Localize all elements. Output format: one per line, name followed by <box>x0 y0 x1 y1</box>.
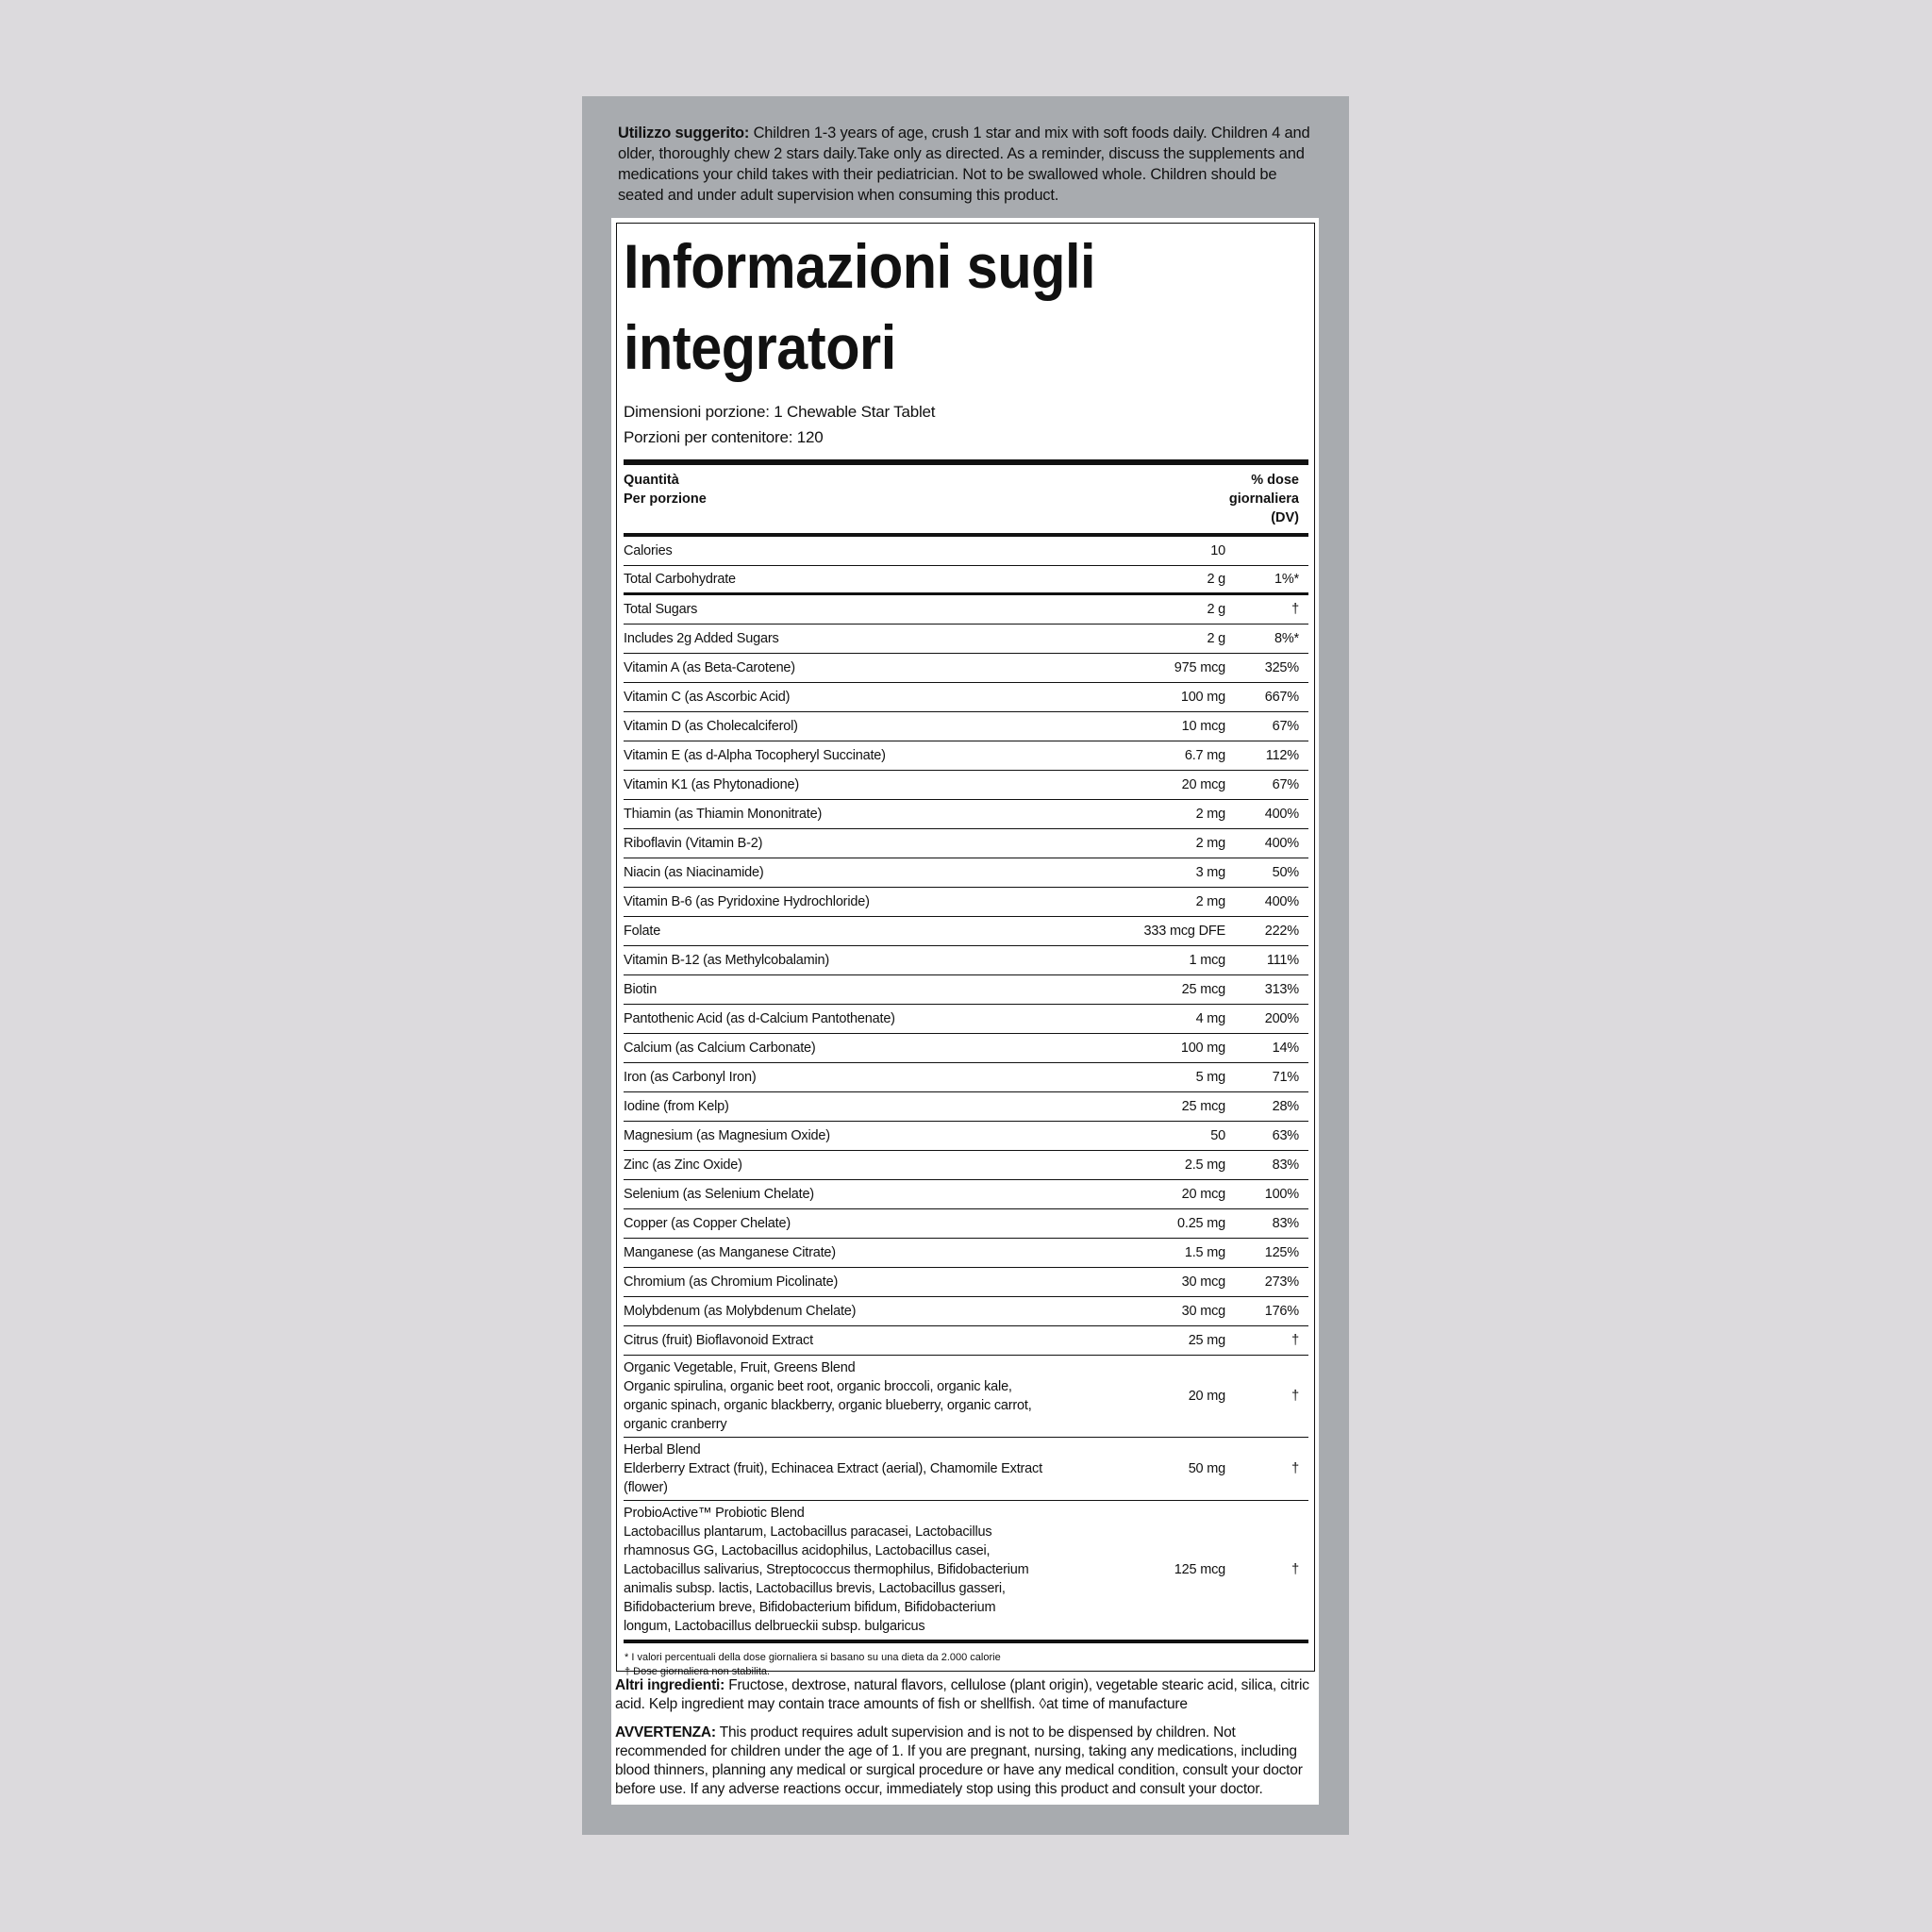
nutrient-name: Iron (as Carbonyl Iron) <box>624 1070 757 1085</box>
nutrient-amount: 975 mcg <box>1174 660 1225 675</box>
nutrient-dv: 176% <box>1264 1304 1299 1319</box>
dv-header-line-2: giornaliera <box>1228 491 1299 507</box>
blend-info <box>624 1357 1065 1435</box>
blend-info <box>624 1440 1065 1498</box>
nutrient-name: Vitamin E (as d-Alpha Tocopheryl Succinate) <box>624 748 886 763</box>
nutrient-row <box>624 712 1308 741</box>
nutrient-dv: 325% <box>1264 660 1299 675</box>
nutrient-row <box>624 1122 1308 1151</box>
nutrient-row <box>624 888 1308 917</box>
nutrient-dv: † <box>1291 1333 1299 1348</box>
nutrient-row <box>624 1092 1308 1122</box>
blend-dv: † <box>1291 1389 1299 1404</box>
nutrient-amount: 25 mg <box>1188 1333 1225 1348</box>
suggested-use <box>618 123 1316 206</box>
nutrient-amount: 10 mcg <box>1181 719 1225 734</box>
nutrient-row <box>624 741 1308 771</box>
nutrient-dv: 400% <box>1264 807 1299 822</box>
dv-header <box>1229 471 1299 527</box>
footnote-dv: * I valori percentuali della dose giornaliera si basano su una dieta da 2.000 calorie <box>625 1652 1001 1663</box>
nutrient-name: Vitamin C (as Ascorbic Acid) <box>624 690 791 705</box>
nutrient-dv: 8%* <box>1274 631 1299 646</box>
nutrient-dv: 83% <box>1272 1216 1299 1231</box>
suggested-use-text: Children 1-3 years of age, crush 1 star and mix with soft foods daily. Children 4 and older, thoroughly chew 2 stars daily.Take only as directed. As a reminder, discuss the supplements and medications your child takes with their pediatrician. Not to be swallowed whole. Children should be seated and under adult supervision when consuming this product. <box>618 125 1310 204</box>
nutrient-dv: 667% <box>1264 690 1299 705</box>
nutrient-amount: 30 mcg <box>1181 1274 1225 1290</box>
nutrient-amount: 2 mg <box>1195 836 1225 851</box>
nutrient-name: Magnesium (as Magnesium Oxide) <box>624 1128 830 1143</box>
blend-row <box>624 1356 1308 1438</box>
nutrient-row <box>624 946 1308 975</box>
blend-ingredients: Elderberry Extract (fruit), Echinacea Extract (aerial), Chamomile Extract (flower) <box>624 1461 1042 1495</box>
nutrient-row <box>624 1180 1308 1209</box>
blend-rows <box>624 1356 1308 1639</box>
other-ingredients-text: Fructose, dextrose, natural flavors, cellulose (plant origin), vegetable stearic acid, silica, citric acid. Kelp ingredient may contain trace amounts of fish or shellfish. ◊at time of manufacture <box>615 1677 1309 1712</box>
nutrient-name: Vitamin B-6 (as Pyridoxine Hydrochloride) <box>624 894 870 909</box>
nutrient-row <box>624 917 1308 946</box>
nutrient-row <box>624 1005 1308 1034</box>
blend-name: ProbioActive™ Probiotic Blend <box>624 1506 805 1521</box>
nutrient-dv: 400% <box>1264 836 1299 851</box>
blend-ingredients: Organic spirulina, organic beet root, organic broccoli, organic kale, organic spinach, organic blackberry, organic blueberry, organic carrot, organic cranberry <box>624 1379 1032 1432</box>
nutrient-name: Selenium (as Selenium Chelate) <box>624 1187 814 1202</box>
nutrient-row <box>624 800 1308 829</box>
amount-header <box>624 471 707 527</box>
nutrient-amount: 2 g <box>1207 631 1225 646</box>
warning-text: This product requires adult supervision and is not to be dispensed by children. Not recommended for children under the age of 1. If you are pregnant, nursing, taking any medications, including blood thinners, planning any medical or surgical procedure or have any medical condition, consult your doctor before use. If any adverse reactions occur, immediately stop using this product and consult your doctor. <box>615 1724 1303 1797</box>
nutrient-amount: 2 g <box>1207 572 1225 587</box>
nutrient-name: Vitamin B-12 (as Methylcobalamin) <box>624 953 829 968</box>
nutrient-name: Pantothenic Acid (as d-Calcium Pantothenate) <box>624 1011 895 1026</box>
blend-amount: 125 mcg <box>1174 1562 1225 1577</box>
blend-ingredients: Lactobacillus plantarum, Lactobacillus paracasei, Lactobacillus rhamnosus GG, Lactobacillus acidophilus, Lactobacillus casei, Lactobacillus salivarius, Streptococcus thermophilus, Bifidobacterium animalis subsp. lactis, Lactobacillus brevis, Lactobacillus gasseri, Bifidobacterium breve, Bifidobacterium bifidum, Bifidobacterium longum, Lactobacillus delbrueckii subsp. bulgaricus <box>624 1524 1029 1634</box>
nutrient-amount: 25 mcg <box>1181 1099 1225 1114</box>
nutrient-row <box>624 858 1308 888</box>
nutrient-name: Vitamin A (as Beta-Carotene) <box>624 660 795 675</box>
label-panel <box>582 96 1349 1835</box>
nutrient-name: Total Carbohydrate <box>624 572 736 587</box>
nutrient-name: Vitamin K1 (as Phytonadione) <box>624 777 799 792</box>
nutrient-amount: 2 mg <box>1195 894 1225 909</box>
serving-size: Dimensioni porzione: 1 Chewable Star Tablet <box>624 403 936 421</box>
nutrient-dv: 112% <box>1265 748 1299 763</box>
blend-info <box>624 1503 1065 1637</box>
nutrient-row <box>624 1151 1308 1180</box>
nutrient-name: Biotin <box>624 982 658 997</box>
nutrient-amount: 1.5 mg <box>1184 1245 1225 1260</box>
blend-name: Organic Vegetable, Fruit, Greens Blend <box>624 1360 856 1375</box>
nutrient-amount: 2 mg <box>1195 807 1225 822</box>
nutrient-name: Folate <box>624 924 661 939</box>
nutrient-dv: 14% <box>1272 1041 1299 1056</box>
nutrient-dv: 28% <box>1272 1099 1299 1114</box>
nutrient-dv: 67% <box>1272 719 1299 734</box>
blend-amount: 20 mg <box>1188 1389 1225 1404</box>
nutrient-amount: 5 mg <box>1195 1070 1225 1085</box>
nutrient-dv: † <box>1291 602 1299 617</box>
nutrient-row <box>624 595 1308 625</box>
nutrient-name: Total Sugars <box>624 602 698 617</box>
nutrient-name: Calories <box>624 543 673 558</box>
nutrient-row <box>624 1297 1308 1326</box>
nutrient-name: Vitamin D (as Cholecalciferol) <box>624 719 798 734</box>
nutrient-name: Iodine (from Kelp) <box>624 1099 729 1114</box>
nutrient-name: Zinc (as Zinc Oxide) <box>624 1158 742 1173</box>
nutrient-row <box>624 625 1308 654</box>
nutrient-amount: 333 mcg DFE <box>1143 924 1225 939</box>
footnote-dagger: † Dose giornaliera non stabilita. <box>625 1666 771 1677</box>
supplement-label <box>611 218 1319 1805</box>
nutrient-row <box>624 537 1308 566</box>
blend-row <box>624 1501 1308 1639</box>
nutrient-row <box>624 654 1308 683</box>
nutrient-amount: 10 <box>1210 543 1225 558</box>
servings-per-container: Porzioni per contenitore: 120 <box>624 428 824 446</box>
nutrient-name: Niacin (as Niacinamide) <box>624 865 764 880</box>
nutrient-amount: 100 mg <box>1180 1041 1225 1056</box>
nutrient-name: Calcium (as Calcium Carbonate) <box>624 1041 816 1056</box>
nutrient-amount: 0.25 mg <box>1177 1216 1225 1231</box>
suggested-use-label: Utilizzo suggerito: <box>618 125 750 142</box>
nutrient-rows <box>624 537 1308 1356</box>
nutrient-dv: 222% <box>1264 924 1299 939</box>
supplement-facts-box <box>616 223 1315 1677</box>
facts-header <box>624 465 1308 533</box>
nutrient-amount: 100 mg <box>1180 690 1225 705</box>
nutrient-row <box>624 1268 1308 1297</box>
divider-bottom <box>624 1640 1308 1643</box>
nutrient-dv: 273% <box>1264 1274 1299 1290</box>
nutrient-dv: 111% <box>1266 953 1299 968</box>
nutrient-dv: 100% <box>1264 1187 1299 1202</box>
nutrient-dv: 83% <box>1272 1158 1299 1173</box>
nutrient-name: Manganese (as Manganese Citrate) <box>624 1245 836 1260</box>
nutrient-amount: 1 mcg <box>1189 953 1225 968</box>
nutrient-dv: 200% <box>1264 1011 1299 1026</box>
facts-title: Informazioni sugli integratori <box>624 231 1096 382</box>
warning <box>615 1724 1318 1799</box>
nutrient-dv: 50% <box>1272 865 1299 880</box>
nutrient-row <box>624 1063 1308 1092</box>
nutrient-row <box>624 1326 1308 1356</box>
blend-name: Herbal Blend <box>624 1442 701 1457</box>
nutrient-row <box>624 566 1308 595</box>
nutrient-amount: 20 mcg <box>1181 777 1225 792</box>
nutrient-dv: 125% <box>1264 1245 1299 1260</box>
nutrient-name: Riboflavin (Vitamin B-2) <box>624 836 763 851</box>
nutrient-row <box>624 683 1308 712</box>
nutrient-row <box>624 1034 1308 1063</box>
nutrient-dv: 1%* <box>1274 572 1299 587</box>
nutrient-dv: 63% <box>1272 1128 1299 1143</box>
blend-amount: 50 mg <box>1188 1461 1225 1476</box>
nutrient-amount: 2 g <box>1207 602 1225 617</box>
nutrient-amount: 3 mg <box>1195 865 1225 880</box>
nutrient-dv: 400% <box>1264 894 1299 909</box>
amount-header-line-2: Per porzione <box>624 491 707 507</box>
nutrient-row <box>624 975 1308 1005</box>
nutrient-amount: 25 mcg <box>1181 982 1225 997</box>
nutrient-name: Chromium (as Chromium Picolinate) <box>624 1274 839 1290</box>
nutrient-amount: 2.5 mg <box>1184 1158 1225 1173</box>
dv-header-line-1: % dose <box>1251 473 1299 488</box>
nutrient-amount: 4 mg <box>1195 1011 1225 1026</box>
nutrient-row <box>624 829 1308 858</box>
other-ingredients-label: Altri ingredienti: <box>615 1677 725 1693</box>
nutrient-amount: 50 <box>1210 1128 1225 1143</box>
nutrient-row <box>624 1239 1308 1268</box>
nutrient-amount: 20 mcg <box>1181 1187 1225 1202</box>
blend-row <box>624 1438 1308 1501</box>
nutrient-dv: 67% <box>1272 777 1299 792</box>
nutrient-dv: 313% <box>1264 982 1299 997</box>
nutrient-row <box>624 1209 1308 1239</box>
warning-label: AVVERTENZA: <box>615 1724 716 1740</box>
nutrient-amount: 6.7 mg <box>1184 748 1225 763</box>
nutrient-dv: 71% <box>1272 1070 1299 1085</box>
blend-dv: † <box>1291 1461 1299 1476</box>
nutrient-name: Includes 2g Added Sugars <box>624 631 779 646</box>
nutrient-name: Citrus (fruit) Bioflavonoid Extract <box>624 1333 813 1348</box>
blend-dv: † <box>1291 1562 1299 1577</box>
footnotes <box>624 1651 1308 1679</box>
dv-header-line-3: (DV) <box>1271 510 1299 525</box>
nutrient-name: Molybdenum (as Molybdenum Chelate) <box>624 1304 857 1319</box>
nutrient-row <box>624 771 1308 800</box>
nutrient-name: Copper (as Copper Chelate) <box>624 1216 791 1231</box>
amount-header-line-1: Quantità <box>624 473 679 488</box>
other-ingredients <box>615 1676 1318 1714</box>
nutrient-amount: 30 mcg <box>1181 1304 1225 1319</box>
nutrient-name: Thiamin (as Thiamin Mononitrate) <box>624 807 823 822</box>
